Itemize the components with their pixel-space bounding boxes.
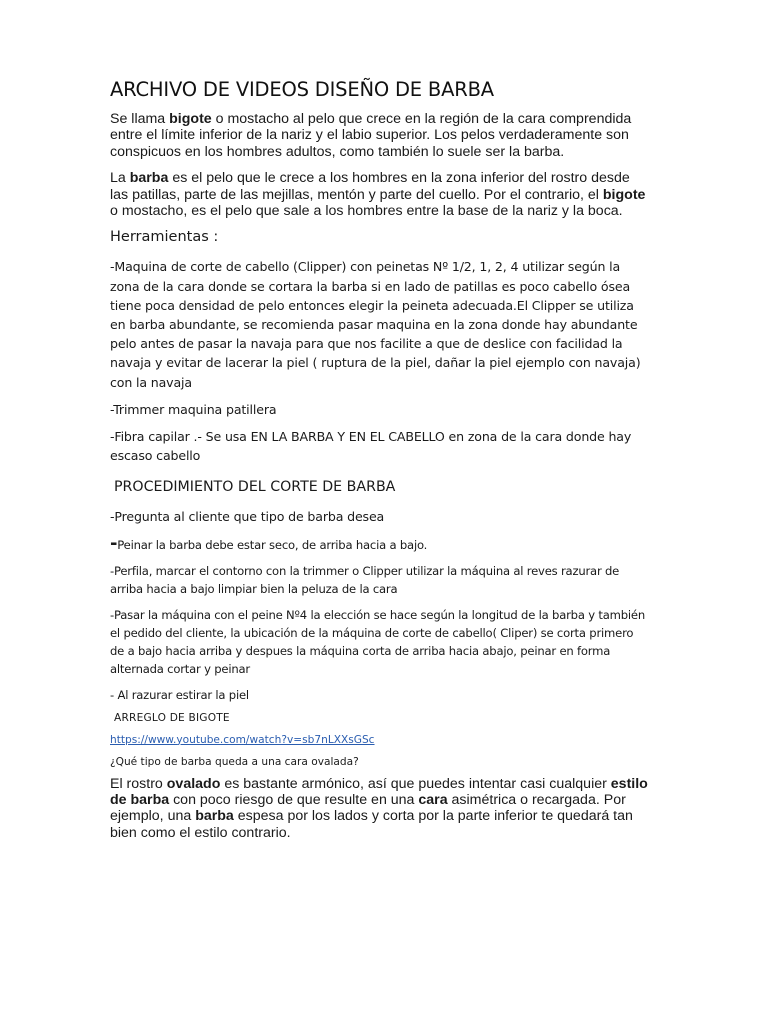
- bold-term: estilo de barba: [110, 775, 648, 809]
- bold-term: bigote: [169, 111, 212, 127]
- text-span: El rostro: [110, 775, 167, 792]
- tool-trimmer: -Trimmer maquina patillera: [110, 401, 277, 417]
- tool-fibra: -Fibra capilar .- Se usa EN LA BARBA Y EN EL CABELLO en zona de la cara donde hay escaso cabello: [110, 429, 632, 464]
- step-profile: -Perfila, marcar el contorno con la trimmer o Clipper utilizar la máquina al reves razurar de arriba hacia a bajo limpiar bien la peluza de la cara: [110, 563, 620, 596]
- procedure-heading: PROCEDIMIENTO DEL CORTE DE BARBA: [114, 479, 396, 496]
- oval-answer: [110, 776, 650, 842]
- bold-term: barba: [195, 808, 234, 825]
- bigote-definition: [110, 111, 650, 160]
- step-shave: - Al razurar estirar la piel: [110, 687, 249, 702]
- youtube-link[interactable]: https://www.youtube.com/watch?v=sb7nLXXsGSc: [110, 733, 375, 746]
- text-span: asimétrica o recargada. Por ejemplo, una: [110, 792, 626, 825]
- text-span: es bastante armónico, así que puedes intentar casi cualquier: [220, 775, 611, 792]
- bold-term: bigote: [602, 186, 646, 203]
- document-title: ARCHIVO DE VIDEOS DISEÑO DE BARBA: [110, 78, 494, 101]
- text-span: Se llama: [110, 111, 170, 127]
- big-dash: -: [110, 532, 118, 554]
- text-span: con poco riesgo de que resulte en una: [169, 792, 419, 809]
- tool-clipper: -Maquina de corte de cabello (Clipper) con peinetas Nº 1/2, 1, 2, 4 utilizar según la zona de la cara donde se cortara la barba si en lado de patillas es poco cabello ósea tiene poca densidad de pelo entonces elegir la peineta adecuada.El Clipper se utiliza en barba abundante, se recomienda pasar maquina en la zona donde hay abundante pelo antes de pasar la navaja para que nos facilite a que de deslice con facilidad la navaja y evitar de lacerar la piel ( ruptura de la piel, dañar la piel ejemplo con navaja) con la navaja: [110, 259, 641, 390]
- step-comb: [110, 532, 650, 554]
- bold-term: ovalado: [166, 775, 221, 792]
- tools-heading: Herramientas :: [110, 229, 219, 246]
- document-page: [110, 78, 650, 851]
- text-span: Peinar la barba debe estar seco, de arriba hacia a bajo.: [117, 537, 428, 552]
- text-span: La: [110, 170, 130, 187]
- text-span: es el pelo que le crece a los hombres en la zona inferior del rostro desde las patillas, parte de las mejillas, mentón y parte del cuello. Por el contrario, el: [110, 170, 630, 203]
- oval-question: ¿Qué tipo de barba queda a una cara ovalada?: [110, 755, 359, 768]
- step-ask-client: -Pregunta al cliente que tipo de barba desea: [110, 509, 385, 525]
- bold-term: barba: [129, 170, 169, 187]
- barba-definition: [110, 170, 650, 219]
- mustache-heading: ARREGLO DE BIGOTE: [114, 711, 230, 724]
- text-span: o mostacho, es el pelo que sale a los hombres entre la base de la nariz y la boca.: [110, 203, 623, 220]
- step-machine: -Pasar la máquina con el peine Nº4 la elección se hace según la longitud de la barba y también el pedido del cliente, la ubicación de la máquina de corte de cabello( Cliper) se corta primero de a bajo hacia arriba y despues la máquina corta de arriba hacia abajo, peinar en forma alternada cortar y peinar: [110, 607, 645, 676]
- text-span: espesa por los lados y corta por la parte inferior te quedará tan bien como el estilo contrario.: [110, 808, 633, 841]
- text-span: o mostacho al pelo que crece en la región de la cara comprendida entre el límite inferior de la nariz y el labio superior. Los pelos verdaderamente son conspicuos en los hombres adultos, como también lo suele ser la barba.: [110, 111, 632, 160]
- bold-term: cara: [418, 792, 448, 809]
